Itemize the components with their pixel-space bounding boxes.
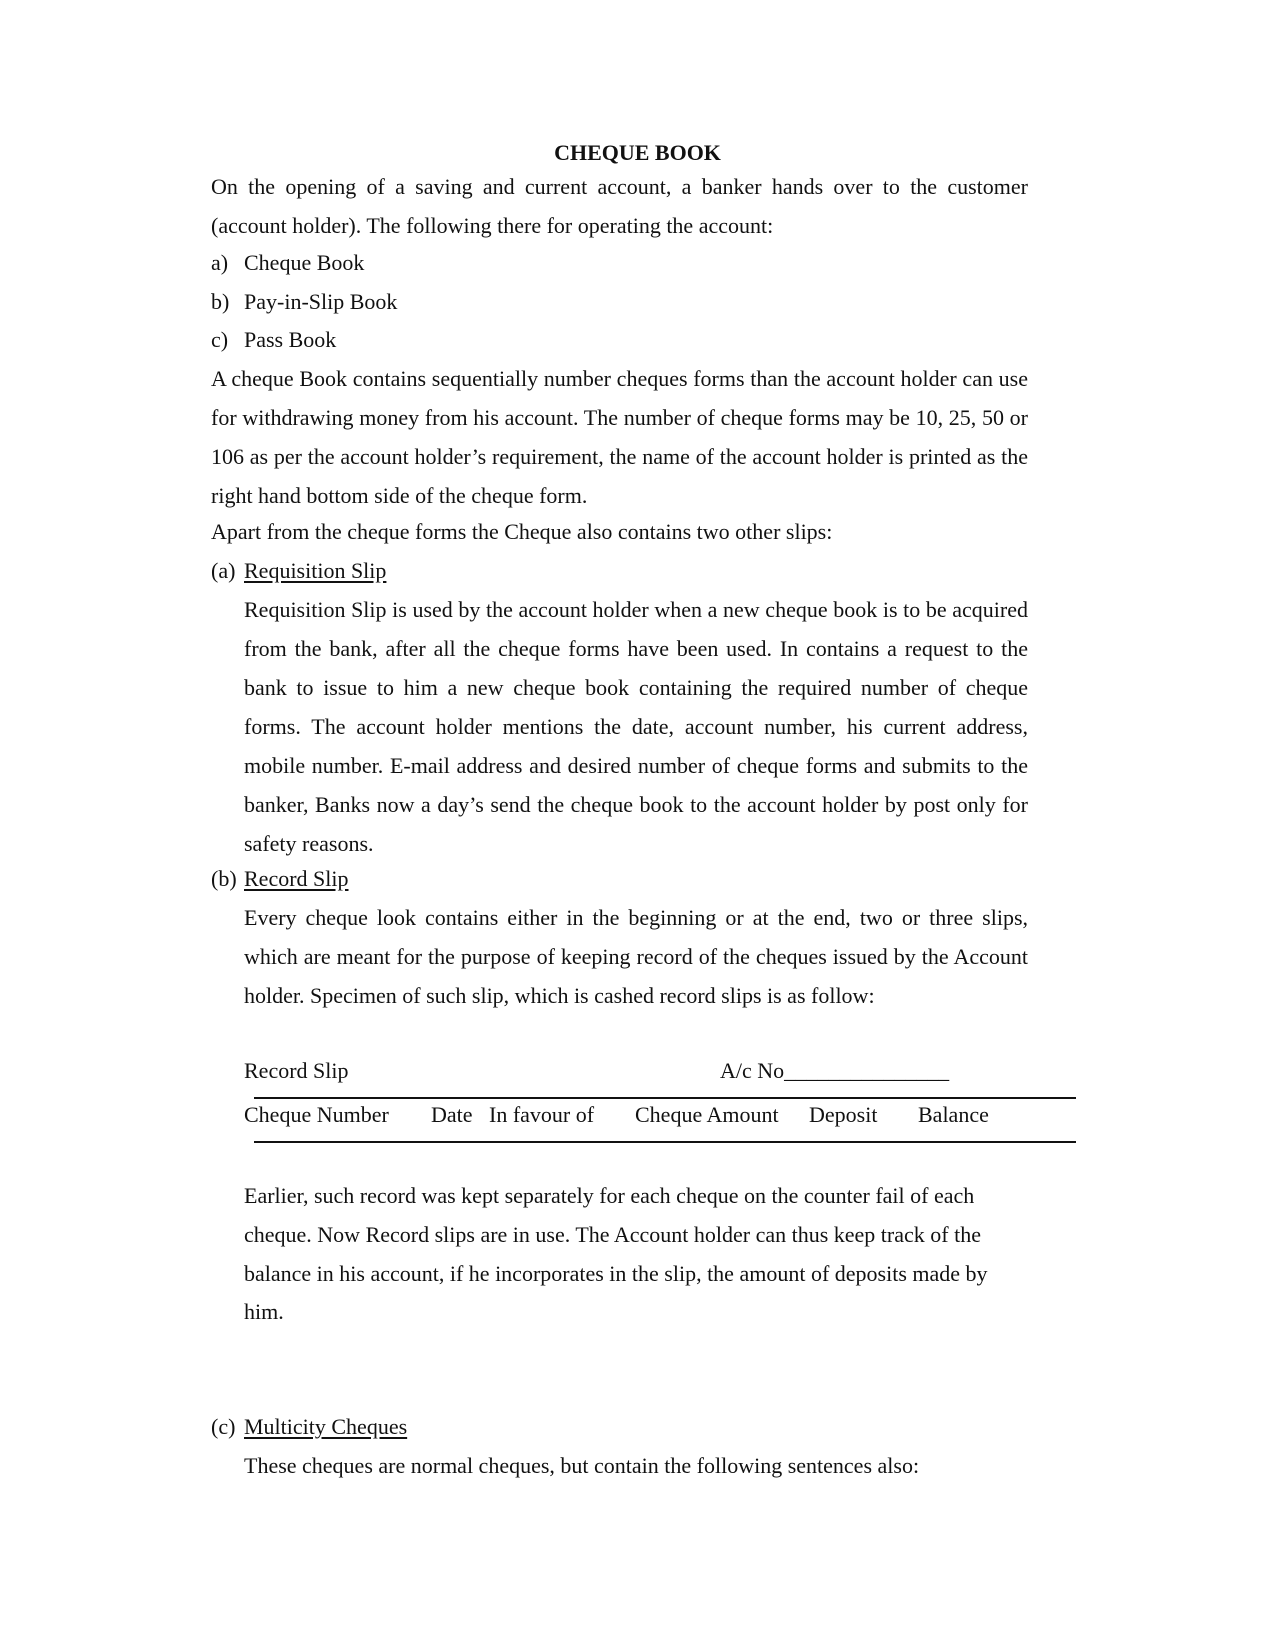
document-title: CHEQUE BOOK: [554, 140, 721, 165]
list-item-pass-book: Pass Book: [244, 327, 337, 352]
list-item-marker: b): [211, 289, 230, 314]
intro-paragraph: On the opening of a saving and current account, a banker hands over to the customer (account holder). The following there for operating the account:: [211, 174, 1028, 238]
multicity-cheques-text: These cheques are normal cheques, but contain the following sentences also:: [244, 1453, 920, 1478]
requisition-marker: (a): [211, 558, 236, 583]
record-slip-heading: Record Slip: [244, 866, 349, 891]
table-top-rule: [254, 1097, 1076, 1099]
list-item-marker: a): [211, 250, 229, 275]
requisition-slip-paragraph: Requisition Slip is used by the account holder when a new cheque book is to be acquired from the bank, after all the cheque forms have been used. In contains a request to the bank to issue to him a new cheque book containing the required number of cheque forms. The account holder mentions the date, account number, his current address, mobile number. E-mail address and desired number of cheque forms and submits to the banker, Banks now a day’s send the cheque book to the account holder by post only for safety reasons.: [244, 597, 1028, 856]
record-slip-paragraph: Every cheque look contains either in the beginning or at the end, two or three slips, which are meant for the purpose of keeping record of the cheques issued by the Account holder. Specimen of such slip, which is cashed record slips is as follow:: [244, 905, 1028, 1008]
column-header-cheque-number: Cheque Number: [244, 1102, 389, 1127]
column-header-cheque-amount: Cheque Amount: [635, 1102, 779, 1127]
earlier-paragraph-line: Earlier, such record was kept separately for each cheque on the counter fail of each: [244, 1183, 975, 1208]
list-item-pay-in-slip-book: Pay-in-Slip Book: [244, 289, 398, 314]
list-item-cheque-book: Cheque Book: [244, 250, 365, 275]
column-header-deposit: Deposit: [809, 1102, 878, 1127]
column-header-in-favour-of: In favour of: [489, 1102, 595, 1127]
table-bottom-rule: [254, 1141, 1076, 1143]
multicity-marker: (c): [211, 1414, 236, 1439]
specimen-label: Record Slip: [244, 1058, 349, 1083]
earlier-paragraph-line: balance in his account, if he incorporates in the slip, the amount of deposits made by: [244, 1261, 988, 1286]
earlier-paragraph-line: him.: [244, 1299, 284, 1324]
record-marker: (b): [211, 866, 237, 891]
requisition-slip-heading: Requisition Slip: [244, 558, 387, 583]
account-number-label: A/c No_______________: [720, 1058, 950, 1083]
earlier-paragraph-line: cheque. Now Record slips are in use. The Account holder can thus keep track of the: [244, 1222, 981, 1247]
column-header-date: Date: [431, 1102, 473, 1127]
multicity-cheques-heading: Multicity Cheques: [244, 1414, 408, 1439]
slips-intro: Apart from the cheque forms the Cheque also contains two other slips:: [211, 519, 833, 544]
list-item-marker: c): [211, 327, 229, 352]
column-header-balance: Balance: [918, 1102, 989, 1127]
cheque-book-paragraph: A cheque Book contains sequentially number cheques forms than the account holder can use for withdrawing money from his account. The number of cheque forms may be 10, 25, 50 or 106 as per the account holder’s requirement, the name of the account holder is printed as the right hand bottom side of the cheque form.: [211, 366, 1028, 508]
